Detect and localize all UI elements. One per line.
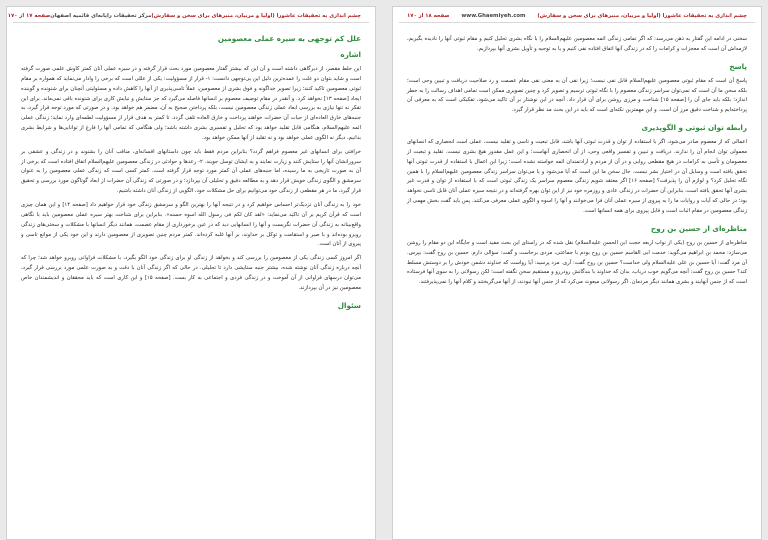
- section-heading: پاسخ: [729, 61, 747, 71]
- section-heading: اشاره: [340, 50, 361, 59]
- header-title: چشم اندازی به تحقیقات عاشورا (اولیا و مربیان، منبرهای برای سخن و سفارش): [151, 13, 361, 19]
- section-heading: علل کم توجهی به سیره عملی معصومین: [217, 34, 361, 43]
- body-paragraph: خود را به زندگی آنان نزدیک‌تر احساس خواهیم کرد و در نتیجه آنها را بهترین الگو و سرمشق زندگی خود قرار خواهیم داد [صفحه ۱۴] و این همان چیزی است که قرآن کریم بر آن تاکید می‌نماید: «لقد کان لکم فی رسول الله اسوه حسنه». بنابراین برای شناخت بهتر سیره عملی معصومین باید با نگاهی واقع‌بینانه به زندگی آن حضرات نگریست و آنها را انسانهایی دید که در عین برخورداری از مقام عصمت، همانند دیگر انسانها با مشکلات و سختی‌های زندگی روبرو بوده‌اند و با صبر و استقامت و توکل بر خداوند، بر آنها غلبه کرده‌اند. کمتر مردم چنین تصویری از معصومین دارند و این خود یکی از موانع تاسی و پیروی از آنان است.: [21, 201, 361, 248]
- page-body: [7, 23, 375, 310]
- header-page-number: صفحه ۱۷ از ۱۷۰: [7, 13, 51, 19]
- section-heading: مناظره‌ای از حسین بن روح: [650, 223, 747, 233]
- header-page-number: صفحه ۱۸ از ۱۷۰: [407, 13, 450, 19]
- body-paragraph: سخنی در ادامه این گفتار به ذهن می‌رسد: که اگر تمامی زندگی ائمه معصومین علیهم‌السلام را با نگاه بشری تحلیل کنیم و مقام ثبوتی آنها را نادیده بگیریم، لازمه‌اش آن است که معجزات و کرامات را که در زندگی آنها اتفاق افتاده نفی کنیم و یا به توجیه و تأویل بشری آنها بپردازیم.: [407, 36, 747, 52]
- page-header: [399, 7, 755, 23]
- page-header: [7, 7, 369, 23]
- header-title: چشم اندازی به تحقیقات عاشورا (اولیا و مربیان، منبرهای برای سخن و سفارش): [537, 13, 747, 19]
- body-paragraph: خرافتی برای انسانهای غیر معصوم فراهم گردد؟ بنابراین مردم فقط باید چون داستانهای افسانه‌ای، مناقب آنان را بشنوند و در زندگی و عشقی بر سرورانشان آنها را ستایش کنند و زیارت نمایند و به ایشان توسل جویند. ۲- رعدها و حوادثی در زندگی معصومین علیهم‌السلام اتفاق افتاده است که برخی از آن به صورت تاریخی به ما رسیده، اما جنبه‌های عملی آن کمتر مورد توجه قرار گرفته است. کمتر کسی است که زندگی عملی معصومین را به عنوان سرمشق و الگوی زندگی خویش قرار دهد و به مطالعه دقیق و تحلیلی آن بپردازد؛ و در صورتی که زندگی آن حضرات از ابعاد گوناگون مورد بررسی و تحقیق قرار گیرد، ما در هر مقطعی از زندگی خود می‌توانیم برای حل مشکلات خود، الگویی از زندگی آنان داشته باشیم.: [21, 148, 361, 195]
- body-paragraph: پاسخ آن است که مقام ثبوتی معصومین علیهم‌السلام قابل نفی نیست؛ زیرا نفی آن به معنی نفی مقام عصمت و رد صلاحیت دریافت و تبیین وحی است؛ بلکه سخن ما آن است که نمی‌توان سراسر زندگی معصوم را با نگاه ثبوتی ترسیم و تصویر کرد و چنین تصویری ممکن است تمامی اهداف رسالت را به خطر اندازد؛ بلکه باید جای آن را [صفحه ۱۵] شناخت و مرزی روشن برای آن قرار داد. آنچه در این نوشتار بر آن تاکید می‌شود، تفکیکی است که به معرفی آن پرداخته‌ایم و شناخت دقیق مرز آن است. و این مهمترین نکته‌ای است که باید در این بحث مد نظر قرار گیرد.: [406, 77, 748, 114]
- header-site: مرکز تحقیقات رایانه‌ای قائمیه اصفهان: [50, 13, 152, 19]
- left-page: [6, 6, 376, 540]
- header-site: www.Ghaemiyeh.com: [461, 13, 526, 19]
- section-heading: رابطه توان ثبوتی و الگوپذیری: [641, 123, 747, 133]
- section-heading: سئوال: [337, 300, 361, 310]
- body-paragraph: مناظره‌ای از حسین بن روح (یکی از نواب اربعه حجت ابن الحسن علیه‌السلام) نقل شده که در راستای این بحث مفید است و جایگاه این دو مقام را روشن می‌سازد: محمد بن ابراهیم می‌گوید: خدمت ابی القاسم حسین بن روح بودم با جماعتی، مردی برخاست و گفت: سؤالی دارم. حسین بن روح گفت: بپرس. آن مرد گفت: آیا حسین بن علی علیه‌السلام ولی خداست؟ حسین بن روح گفت: آری. مرد پرسید: آیا رواست که خداوند دشمن خودش را بر دوستش مسلط کند؟ حسین بن روح گفت: آنچه می‌گویم خوب دریاب، بدان که خداوند با بندگانش رودررو و مستقیم سخن نگفته است؛ لکن رسولانی را به سوی آنها فرستاده است که از جنس آنهایند و بشری همانند دیگر مردمان. اگر رسولانی میعوث می‌کرد که از جنس آنها نبودند، از آنها می‌گریختند و کلام آنها را نمی‌پذیرفتند.: [407, 239, 747, 286]
- page-body: [393, 23, 761, 288]
- body-paragraph: اگر امروز کسی زندگی یکی از معصومین را بررسی کند و بخواهد از زندگی او برای زندگی خود الگو بگیرد، با مشکلات فراوانی روبرو خواهد شد؛ چرا که آنچه درباره زندگی آنان نوشته شده، بیشتر جنبه ستایشی دارد تا تحلیلی. در حالی که اگر زندگی آنان با دقت و به صورت علمی مورد بررسی قرار گیرد، می‌توان درسهای فراوانی از آن آموخت و در زندگی فردی و اجتماعی به کار بست. [صفحه ۱۵] و این کاری است که باید محققان و اندیشمندان خاص معصومین نیز در آن بپردازند.: [21, 255, 361, 291]
- body-paragraph: اعمالی که از معصوم صادر می‌شود، اگر با استفاده از توان و قدرت ثبوتی آنها باشد، قابل تبعیت و تاسی و تقلید نیست، عملی است انحصاری که انسانهای معمولی توان انجام آن را ندارند. دریافت و تبیین و تفسیر واقعی وحی، از آن انحصاری آنهاست؛ و این عمل مقدور هیچ بشری نیست. تقلید و تبعیت از معصومان و تأسی به کرامات در هیچ مقطعی روایی و در آن از مردم و ارادتمندان ائمه خواسته نشده است؛ زیرا این اعمال با استفاده از قدرت ثبوتی آنها تحقق یافته است و وسایل آن در اختیار بشر نیست. حال سخن ما این است که آیا می‌شود و یا می‌توان سراسر زندگی معصومین علیهم‌السلام را با همین نگاه تحلیل کرد؟ و لوازم آن را پذیرفت؟ [صفحه ۱۶] اگر معتقد شویم زندگی معصوم سراسر یک زندگی ثبوتی است که با استفاده از توان و قدرت غیر بشری آنها تحقق یافته است، بنابراین آن حضرات در زندگی عادی و روزمره خود نیز از این توان بهره گرفته‌اند و در نتیجه سیره عملی آنان قابل تاسی نخواهد بود؛ در حالی که آیات و روایات ما را به پیروی از سیره عملی آنان فرا می‌خوانند و آنها را اسوه و الگوی عملی معرفی می‌کنند. پس باید گفت بخش مهمی از زندگی معصومین در مقام اثبات است و قابل پیروی برای همه انسانها است.: [407, 139, 748, 214]
- right-page: [392, 6, 762, 540]
- body-paragraph: این خلط مقصر، از دیرگاهی داشته است و آن این که بیشتر گفتار معصومین مورد بحث قرار گرفته و در سیره عملی آنان کمتر کاوش علمی صورت گرفته است و شاید بتوان دو علت را عمده‌ترین دلیل این بی‌توجهی دانست: ۱- قرار از مسؤولیت: یکی از عللی است که برخی را وادار می‌نماید که همواره بر مقام ثبوتی معصومین تاکید کنند؛ زیرا تصویر خداگونه و فوق بشری از معصومین، عملاً تاسی‌پذیری از آنها را کاهش داده و مسئولیتی آنچنان برای شنونده و گوینده ایجاد [صفحه ۱۳] نخواهد کرد. و آنقدر در مقام توصیف معصوم بر انسانها فاصله می‌گیرد که جز ستایش و نیایش کاری برای شنونده باقی نمی‌ماند. برای این تفکر نه تنها نیازی به بررسی ابعاد عملی زندگی معصومین نیست، بلکه پرداختن صحیح به آن، مضمر هم خواهد بود. و در صورتی که مورد توجه قرار گیرد، به جنبه‌های خارق العاده‌ای از حیات آن حضرات خواهند پرداخت و خارق العاده تلقی گردد. تا کمتر به هدف قرار از مسؤولیت لطمه‌ای وارد نماید؛ زندگی عملی ائمه علیهم‌السلام، هنگامی قابل تقلید خواهد بود که تحلیل و تفسیری بشری داشته باشد؛ ولی هنگامی که تمامی آنها را فارغ از توانایی‌ها و شرایط بشری بدانیم، دیگر نه الگوی عملی خواهد بود و نه تقلید از آنها ممکن خواهد بود.: [21, 66, 362, 141]
